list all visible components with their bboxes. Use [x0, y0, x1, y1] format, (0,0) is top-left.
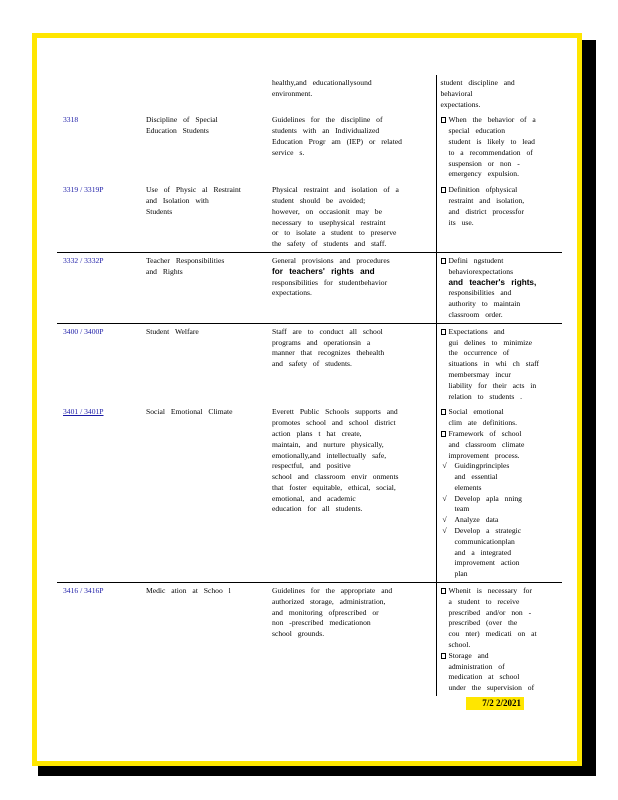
goal-line: and district processfor [448, 206, 524, 216]
goal-bullet-item [441, 256, 557, 321]
policy-title-cell [140, 583, 266, 696]
policy-title-line: Medic ation at Schoo l [146, 586, 231, 596]
goal-text [455, 461, 510, 493]
description-line: the safety of students and staff. [272, 239, 387, 249]
goal-line: Develop a strategic [454, 526, 522, 536]
policy-code-cell [57, 75, 140, 112]
goal-line: suspension or non - [448, 158, 520, 168]
description-line: non -prescribed medicationon [272, 618, 371, 628]
goal-line: When the behavior of a [448, 115, 536, 125]
description-line: school grounds. [272, 629, 325, 639]
checkmark-icon: √ [442, 493, 447, 503]
policy-title-line: Discipline of Special [146, 115, 218, 125]
description-line: Guidelines for the discipline of [272, 115, 383, 125]
description-line: necessary to usephysical restraint [272, 217, 386, 227]
goal-line: Develop apla nning [454, 493, 522, 503]
checkbox-bullet-icon [441, 187, 446, 193]
goal-line: its use. [448, 217, 474, 227]
description-line: expectations. [272, 288, 312, 298]
goal-line: Guidingprinciples [454, 461, 510, 471]
policy-title-line: Education Students [146, 126, 209, 136]
description-line: school and classroom envir onments [272, 472, 399, 482]
description-line: Everett Public Schools supports and [272, 407, 398, 417]
goal-line: administration of [448, 661, 505, 671]
goal-line: clim ate definitions. [448, 418, 518, 428]
goal-line: Defini ngstudent [448, 255, 504, 265]
description-line: service s. [272, 147, 305, 157]
goal-text [455, 526, 522, 580]
policy-title-cell [140, 252, 266, 323]
goal-line: and teacher's rights, [448, 277, 537, 287]
table-row [57, 252, 562, 323]
goal-line: Whenit is necessary for [448, 586, 532, 596]
description-line: Staff are to conduct all school [272, 326, 383, 336]
policy-title-line: and Isolation with [146, 195, 209, 205]
description-line: action plans t hat create, [272, 428, 362, 438]
goal-line: cou nter) medicati on at [448, 629, 537, 639]
policy-goals-cell [436, 75, 562, 112]
goal-line: Definition ofphysical [448, 185, 518, 195]
goal-bullet-item [441, 327, 557, 403]
goal-line: classroom order. [448, 309, 503, 319]
goal-bullet-item [441, 586, 557, 651]
policy-title-cell [140, 323, 266, 404]
checkbox-bullet-icon [441, 409, 446, 415]
goal-line: team [454, 504, 470, 514]
policy-code-cell [57, 182, 140, 252]
goal-line: Expectations and [448, 326, 505, 336]
checkbox-bullet-icon [441, 431, 446, 437]
goal-line: Framework of school [448, 428, 522, 438]
description-line: programs and operationsin a [272, 337, 371, 347]
goal-line: to a recommendation of [448, 147, 533, 157]
goal-text [449, 586, 537, 651]
checkbox-bullet-icon [441, 653, 446, 659]
goal-line: school. [448, 640, 471, 650]
policy-code-link[interactable]: 3416 / 3416P [63, 586, 104, 596]
policy-goals-cell [436, 182, 562, 252]
checkmark-icon: √ [442, 526, 447, 536]
goal-text [455, 494, 522, 516]
description-line: emotional, and academic [272, 493, 356, 503]
policy-code-link[interactable]: 3319 / 3319P [63, 185, 104, 195]
goal-check-item [441, 515, 557, 526]
policy-title-line: Teacher Responsibilities [146, 255, 225, 265]
description-line: healthy,and educationallysound [272, 78, 372, 87]
policy-code-cell [57, 323, 140, 404]
goal-line: restraint and isolation, [448, 195, 525, 205]
description-line: authorized storage, administration, [272, 596, 386, 606]
goal-line: under the supervision of [448, 683, 535, 693]
document-page [32, 33, 582, 766]
goal-line: Analyze data [454, 515, 499, 525]
goal-check-item [441, 526, 557, 580]
goal-line: medication at school [448, 672, 520, 682]
policy-goals-cell [436, 323, 562, 404]
goal-line: improvement action [454, 558, 520, 568]
goal-line: relation to students . [448, 391, 523, 401]
description-line: emotionally,and intellectually safe, [272, 450, 387, 460]
goal-line: Social emotional [448, 407, 504, 417]
table-row [57, 182, 562, 252]
goal-bullet-item [441, 651, 557, 694]
goal-line: prescribed (over the [448, 618, 518, 628]
policy-title-cell [140, 404, 266, 582]
goal-line: gui delines to minimize [448, 337, 532, 347]
policy-description-cell [266, 252, 436, 323]
goal-text [449, 185, 525, 228]
goal-text [455, 515, 499, 526]
goal-text [449, 429, 525, 461]
description-line: responsibilities for studentbehavior [272, 277, 388, 287]
policy-code-link[interactable]: 3318 [63, 115, 79, 125]
goal-line: emergency expulsion. [448, 169, 519, 179]
description-line: or to isolate a student to preserve [272, 228, 397, 238]
description-line: promotes school and school district [272, 418, 396, 428]
goal-line: student discipline and [440, 78, 515, 87]
policy-description-cell [266, 182, 436, 252]
goal-line: improvement process. [448, 450, 520, 460]
goal-line: behavioral [440, 88, 473, 98]
goal-line: expectations. [440, 99, 481, 109]
goal-line: communicationplan [454, 536, 515, 546]
goal-check-item [441, 494, 557, 516]
policy-goals-cell [436, 583, 562, 696]
description-line: respectful, and positive [272, 461, 351, 471]
goal-line: liability for their acts in [448, 380, 537, 390]
policy-title-line: and Rights [146, 266, 183, 276]
policy-code-link[interactable]: 3332 / 3332P [63, 255, 104, 265]
policy-title-cell [140, 75, 266, 112]
goal-text [449, 651, 535, 694]
policy-code-cell [57, 252, 140, 323]
policy-description-cell [266, 75, 436, 112]
description-line: environment. [272, 88, 313, 98]
policy-description-cell [266, 404, 436, 582]
goal-line: and a integrated [454, 547, 511, 557]
description-line: that foster equitable, ethical, social, [272, 482, 396, 492]
goal-line: and classroom climate [448, 439, 525, 449]
goal-line: plan [454, 569, 468, 579]
footer-date: 7/2 2/2021 [466, 697, 524, 710]
goal-bullet-item [441, 407, 557, 429]
goal-line: responsibilities and [448, 288, 512, 298]
checkbox-bullet-icon [441, 588, 446, 594]
goal-line: behaviorexpectations [448, 266, 514, 276]
description-line: manner that recognizes thehealth [272, 348, 385, 358]
goal-text [449, 327, 540, 403]
policy-code-cell [57, 583, 140, 696]
description-line: maintain, and nurture physically, [272, 439, 384, 449]
policy-code-link[interactable]: 3401 / 3401P [63, 407, 104, 417]
goal-line: elements [454, 482, 482, 492]
policy-description-cell [266, 112, 436, 182]
policy-title-line: Students [146, 206, 173, 216]
description-line: for teachers' rights and [272, 266, 375, 276]
goal-bullet-item [441, 429, 557, 461]
goal-text [449, 115, 536, 180]
description-line: and safety of students. [272, 359, 352, 369]
policy-goals-cell [436, 404, 562, 582]
policy-goals-cell [436, 112, 562, 182]
goal-line: membersmay incur [448, 369, 511, 379]
checkbox-bullet-icon [441, 329, 446, 335]
policy-title-cell [140, 112, 266, 182]
goal-line: prescribed and/or non - [448, 607, 532, 617]
checkmark-icon: √ [442, 461, 447, 471]
description-line: Physical restraint and isolation of a [272, 185, 399, 195]
table-row [57, 404, 562, 582]
description-line: education for all students. [272, 504, 363, 514]
goal-line: situations in whi ch staff [448, 359, 540, 369]
policy-title-line: Social Emotional Climate [146, 407, 233, 417]
policy-code-cell [57, 112, 140, 182]
policy-goals-cell [436, 252, 562, 323]
description-line: and monitoring ofprescribed or [272, 607, 379, 617]
table-row [57, 323, 562, 404]
description-line: however, on occasionit may be [272, 206, 382, 216]
description-line: Education Progr am (IEP) or related [272, 136, 402, 146]
policy-table [57, 75, 562, 696]
goal-bullet-item [441, 115, 557, 180]
goal-line: Storage and [448, 650, 489, 660]
goal-line: student is likely to lead [448, 136, 535, 146]
table-row [57, 112, 562, 182]
policy-title-line: Student Welfare [146, 326, 199, 336]
checkmark-icon: √ [442, 515, 447, 525]
goal-check-item [441, 461, 557, 493]
policy-description-cell [266, 323, 436, 404]
goal-line: and essential [454, 472, 498, 482]
table-row [57, 583, 562, 696]
goal-text [449, 407, 518, 429]
goal-line: authority to maintain [448, 299, 521, 309]
policy-title-cell [140, 182, 266, 252]
goal-line: special education [448, 126, 505, 136]
description-line: Guidelines for the appropriate and [272, 586, 393, 596]
goal-line: a student to receive [448, 596, 520, 606]
policy-code-link[interactable]: 3400 / 3400P [63, 326, 104, 336]
policy-code-cell [57, 404, 140, 582]
goal-bullet-item [441, 185, 557, 228]
goal-text [449, 256, 537, 321]
policy-description-cell [266, 583, 436, 696]
goal-line: the occurrence of [448, 348, 510, 358]
description-line: General provisions and procedures [272, 255, 390, 265]
table-row [57, 75, 562, 112]
policy-title-line: Use of Physic al Restraint [146, 185, 241, 195]
description-line: student should be avoided; [272, 195, 366, 205]
checkbox-bullet-icon [441, 117, 446, 123]
description-line: students with an Individualized [272, 126, 380, 136]
checkbox-bullet-icon [441, 258, 446, 264]
